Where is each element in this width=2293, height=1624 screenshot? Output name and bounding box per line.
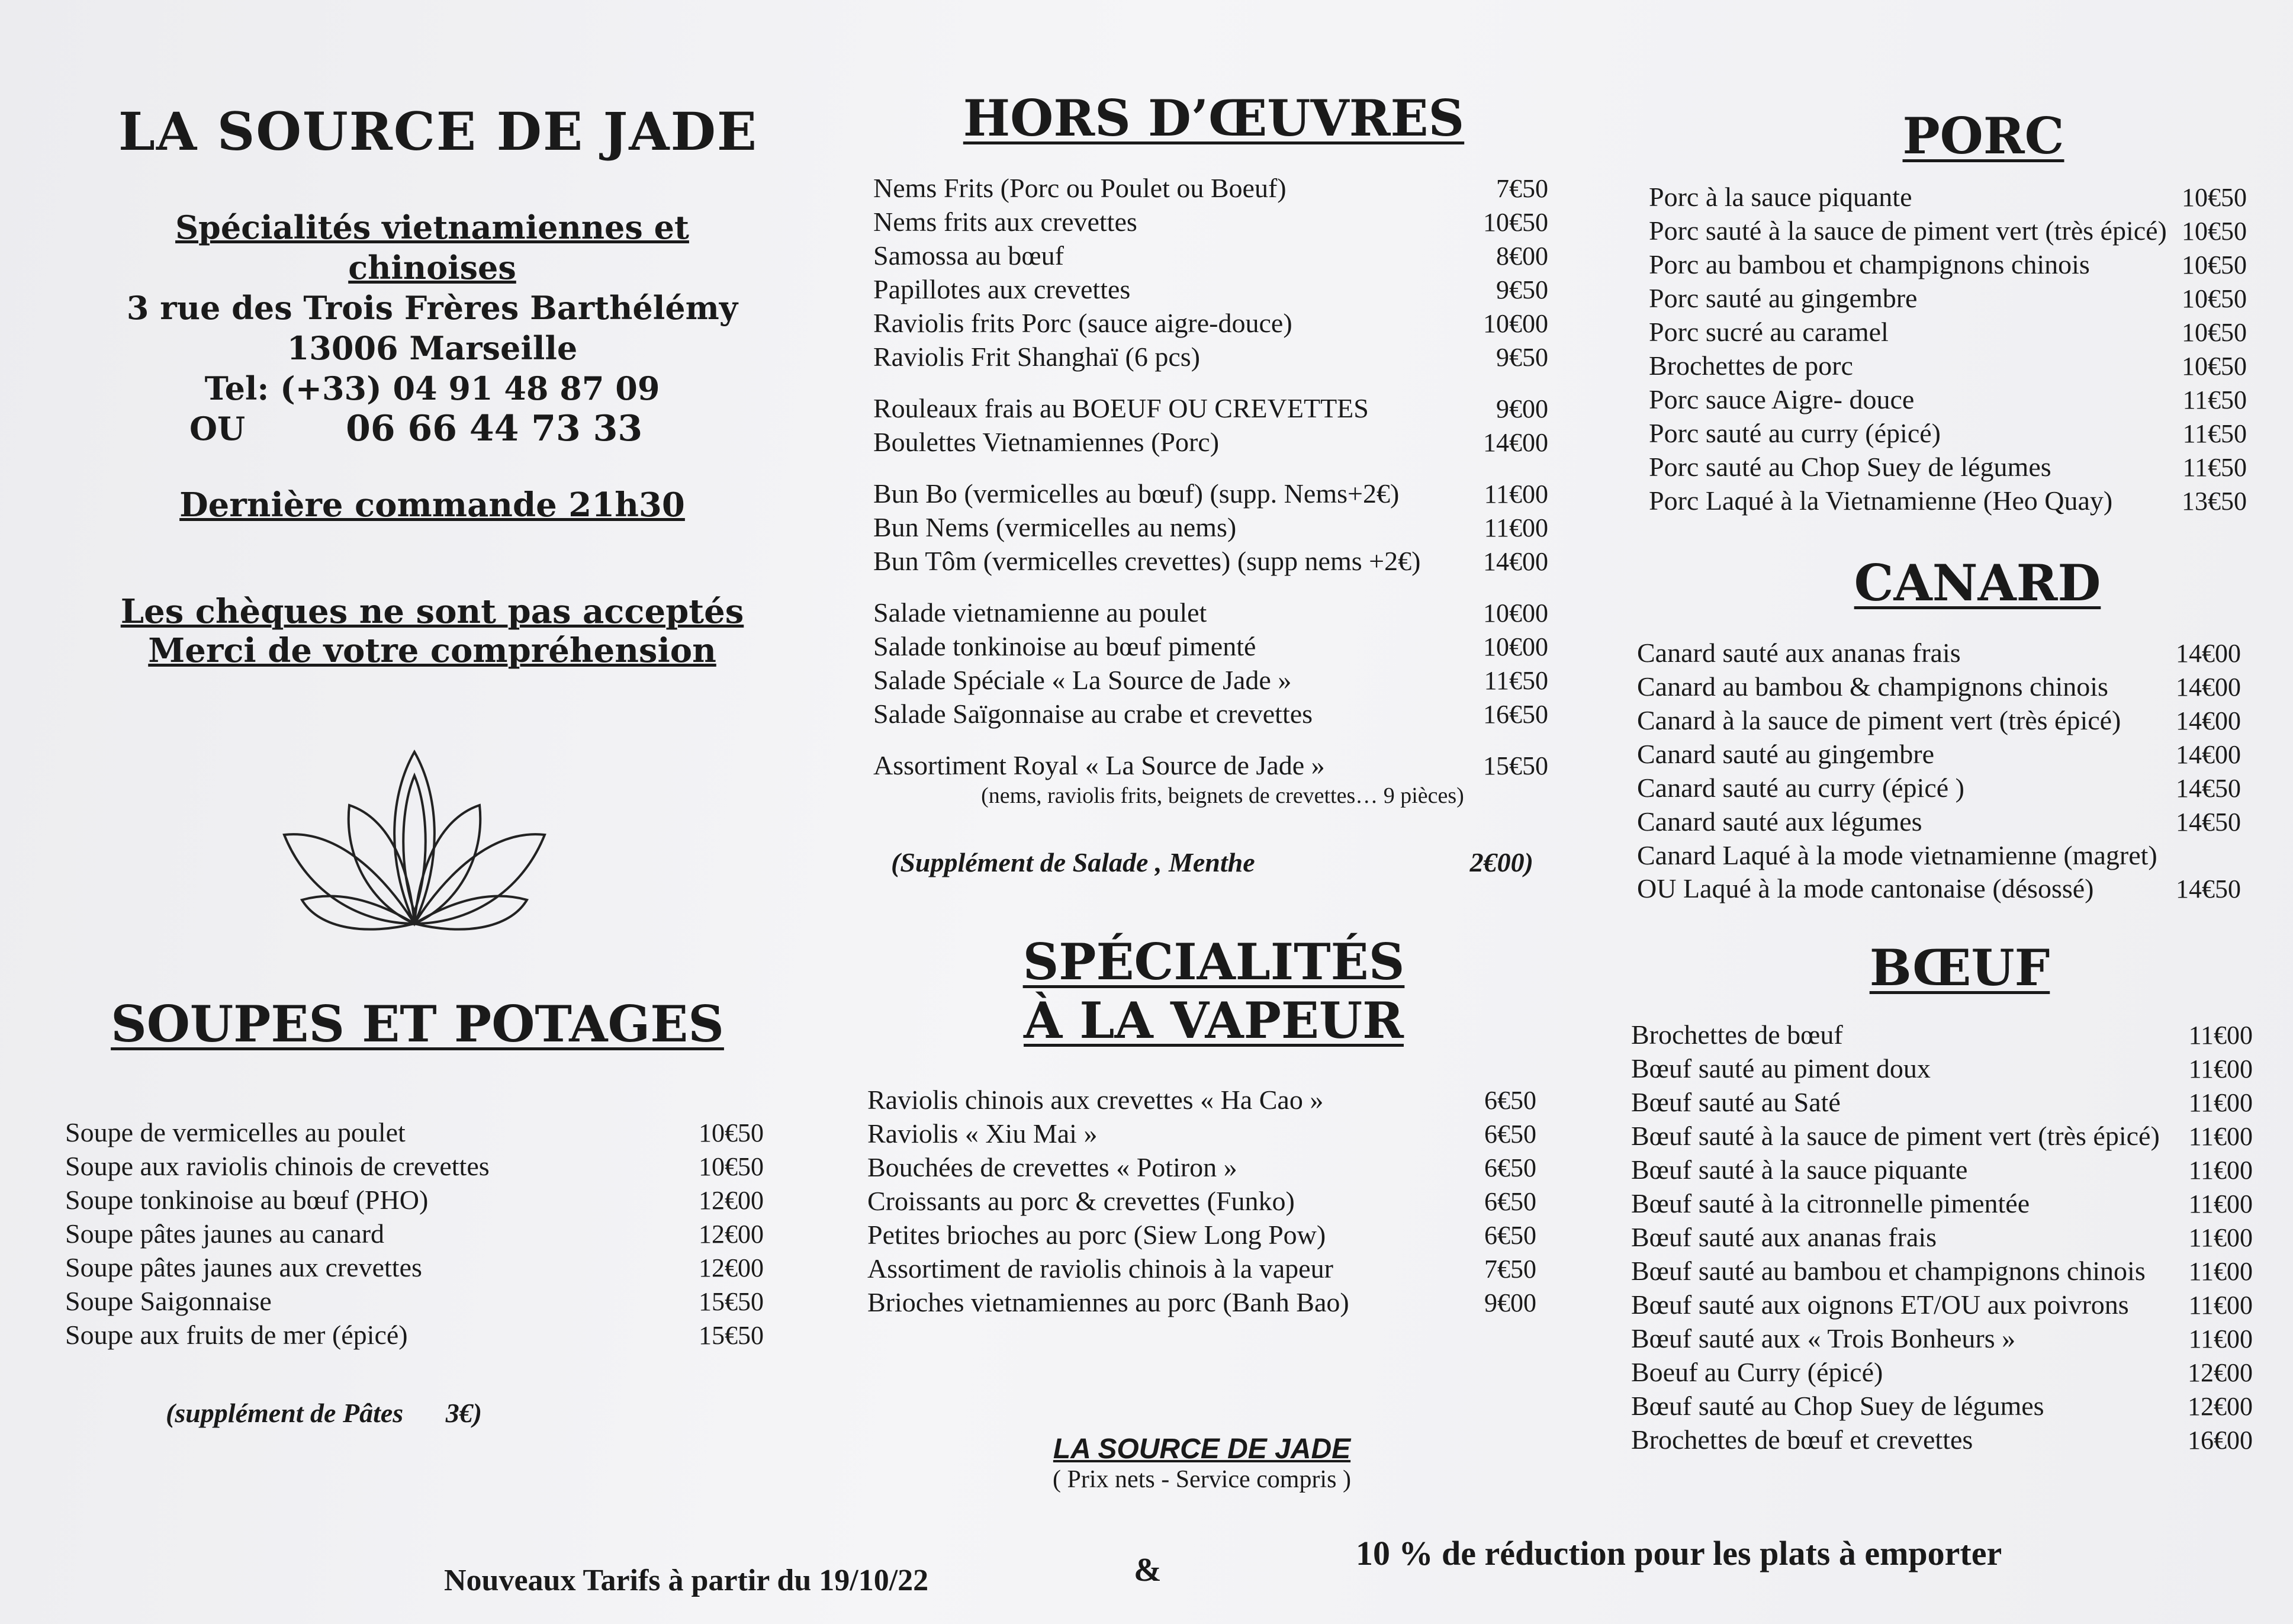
menu-item-price: 7€50: [1496, 174, 1548, 203]
contact-block: [83, 207, 782, 449]
menu-item-name: Porc sauté au curry (épicé): [1649, 418, 1941, 448]
menu-item-price: 6€50: [1484, 1120, 1536, 1149]
section-title-vapeur: [947, 932, 1480, 1050]
menu-item-name: Nems frits aux crevettes: [873, 207, 1137, 237]
menu-item-price: 14€00: [2176, 639, 2241, 668]
menu-item-name: Rouleaux frais au BOEUF OU CREVETTES: [873, 393, 1369, 423]
menu-item-price: 10€50: [1483, 208, 1548, 237]
menu-item-price: 10€00: [1483, 632, 1548, 661]
menu-item-name: Raviolis Frit Shanghaï (6 pcs): [873, 342, 1200, 372]
section-title-boeuf: BŒUF: [1869, 938, 2050, 997]
supplement-price: 3€): [445, 1398, 483, 1428]
menu-item-name: Porc sauté au gingembre: [1649, 283, 1918, 313]
menu-item-name: Bœuf sauté aux ananas frais: [1631, 1222, 1937, 1252]
menu-item-price: 11€50: [2182, 419, 2247, 448]
menu-item-name: Soupe Saigonnaise: [65, 1286, 272, 1316]
menu-item-name: Soupe aux raviolis chinois de crevettes: [65, 1151, 490, 1181]
menu-item-price: 11€50: [2182, 385, 2247, 414]
menu-item-name: Assortiment Royal « La Source de Jade »: [873, 750, 1325, 780]
menu-item-name: Boulettes Vietnamiennes (Porc): [873, 427, 1220, 457]
menu-item-name: Nems Frits (Porc ou Poulet ou Boeuf): [873, 173, 1287, 203]
menu-item-name: Bun Bo (vermicelles au bœuf) (supp. Nems+2€): [873, 478, 1400, 509]
menu-item-name: Canard au bambou & champignons chinois: [1637, 671, 2108, 702]
menu-item-price: 11€00: [2188, 1054, 2253, 1083]
menu-item-name: Bœuf sauté au bambou et champignons chinois: [1631, 1256, 2146, 1286]
menu-item-name: Bun Tôm (vermicelles crevettes) (supp nems +2€): [873, 546, 1421, 576]
address-line2: 13006 Marseille: [287, 329, 578, 367]
menu-item-price: 9€00: [1496, 394, 1548, 423]
menu-item-price: 11€00: [2188, 1088, 2253, 1117]
footer-brand-block: [965, 1433, 1439, 1494]
section-title-hors-doeuvres: HORS D’ŒUVRES: [963, 89, 1465, 147]
menu-item-name: Porc sauté à la sauce de piment vert (très épicé): [1649, 216, 2167, 246]
soupes-list: [65, 1116, 764, 1352]
phone-alt: 06 66 44 73 33: [346, 408, 643, 449]
supplement-text: (Supplément de Salade , Menthe: [891, 847, 1255, 877]
menu-item-price: 10€50: [2182, 250, 2247, 279]
menu-item-price: 13€50: [2182, 487, 2247, 516]
menu-item-name: Salade tonkinoise au bœuf pimenté: [873, 631, 1256, 661]
menu-item-price: 14€50: [2176, 774, 2241, 803]
canard-list: [1637, 636, 2241, 906]
menu-item-price: 12€00: [2188, 1358, 2253, 1387]
menu-item-price: 10€50: [699, 1118, 764, 1147]
reduction-emporter: 10 % de réduction pour les plats à emporter: [1356, 1534, 2002, 1572]
menu-item-name: Canard sauté aux légumes: [1637, 806, 1922, 837]
menu-item-name: Porc sucré au caramel: [1649, 317, 1889, 347]
menu-item-price: 12€00: [2188, 1392, 2253, 1421]
menu-item-name: Croissants au porc & crevettes (Funko): [867, 1186, 1295, 1216]
menu-item-price: 11€00: [2188, 1021, 2253, 1050]
prix-nets: ( Prix nets - Service compris ): [1053, 1466, 1351, 1493]
menu-item-price: 11€00: [1484, 480, 1548, 509]
menu-item-price: 11€00: [1484, 513, 1548, 542]
menu-item-price: 10€50: [699, 1152, 764, 1181]
section-title-canard: CANARD: [1854, 554, 2101, 612]
menu-item-price: 11€00: [2188, 1257, 2253, 1286]
menu-item-price: 6€50: [1484, 1086, 1536, 1115]
menu-item-name: Bœuf sauté à la sauce piquante: [1631, 1155, 1968, 1185]
menu-item-name: Raviolis « Xiu Mai »: [867, 1118, 1098, 1149]
menu-item-name: Bœuf sauté à la sauce de piment vert (très épicé): [1631, 1121, 2160, 1151]
menu-item-price: 14€00: [1483, 428, 1548, 457]
footer-brand: LA SOURCE DE JADE: [1053, 1433, 1351, 1465]
section-title-porc: PORC: [1902, 107, 2064, 165]
menu-item-name: Bouchées de crevettes « Potiron »: [867, 1152, 1237, 1182]
cheques-line1: Les chèques ne sont pas acceptés: [120, 592, 744, 631]
boeuf-list: [1631, 1018, 2253, 1457]
menu-item-price: 16€00: [2188, 1426, 2253, 1455]
phone-or-label: OU: [189, 410, 246, 448]
menu-item-name: Brochettes de bœuf: [1631, 1020, 1843, 1050]
menu-item-name: Bœuf sauté aux « Trois Bonheurs »: [1631, 1323, 2016, 1353]
menu-item-name: Boeuf au Curry (épicé): [1631, 1357, 1883, 1387]
menu-item-price: 11€00: [2188, 1324, 2253, 1353]
menu-item-price: 7€50: [1484, 1255, 1536, 1284]
menu-item-price: 16€50: [1483, 700, 1548, 729]
menu-item-price: 14€00: [2176, 740, 2241, 769]
menu-item-name: Papillotes aux crevettes: [873, 274, 1131, 304]
phone-main: Tel: (+33) 04 91 48 87 09: [204, 369, 660, 407]
menu-item-price: 9€00: [1484, 1288, 1536, 1317]
menu-item-name: Canard Laqué à la mode vietnamienne (magret): [1637, 840, 2157, 870]
section-title-soupes: SOUPES ET POTAGES: [111, 995, 724, 1053]
menu-item-price: 14€50: [2176, 874, 2241, 903]
supplement-price: 2€00): [1469, 847, 1533, 877]
menu-item-price: 11€50: [1484, 666, 1548, 695]
menu-item-price: 10€50: [2182, 183, 2247, 212]
supplement-text: (supplément de Pâtes: [166, 1398, 404, 1428]
menu-item-price: 8€00: [1496, 242, 1548, 271]
menu-item-name: Soupe aux fruits de mer (épicé): [65, 1320, 408, 1350]
menu-item-name: Bœuf sauté au Saté: [1631, 1087, 1841, 1117]
menu-item-price: 6€50: [1484, 1187, 1536, 1216]
menu-item-price: 14€00: [2176, 706, 2241, 735]
menu-item-name: Porc sauce Aigre- douce: [1649, 384, 1915, 414]
hors-doeuvres-list: [873, 172, 1548, 809]
menu-item-name: OU Laqué à la mode cantonaise (désossé): [1637, 873, 2094, 903]
menu-item-name: Canard à la sauce de piment vert (très épicé): [1637, 705, 2121, 735]
cheques-line2: Merci de votre compréhension: [148, 631, 716, 670]
menu-item-name: Samossa au bœuf: [873, 240, 1064, 271]
menu-item-price: 10€00: [1483, 599, 1548, 628]
menu-item-name: Canard sauté au gingembre: [1637, 739, 1934, 769]
menu-item-name: Salade Saïgonnaise au crabe et crevettes: [873, 699, 1313, 729]
menu-item-name: Brochettes de porc: [1649, 350, 1853, 381]
menu-item-price: 12€00: [699, 1253, 764, 1282]
vapeur-title-line1: SPÉCIALITÉS: [1022, 932, 1405, 991]
menu-item-price: 14€50: [2176, 808, 2241, 837]
assortiment-detail: (nems, raviolis frits, beignets de crevettes… 9 pièces): [981, 783, 1464, 808]
ampersand: &: [1134, 1552, 1162, 1588]
menu-item-name: Soupe tonkinoise au bœuf (PHO): [65, 1185, 429, 1215]
menu-item-name: Soupe de vermicelles au poulet: [65, 1117, 406, 1147]
menu-item-price: 11€00: [2188, 1291, 2253, 1320]
menu-item-name: Raviolis frits Porc (sauce aigre-douce): [873, 308, 1292, 338]
menu-item-price: 10€00: [1483, 309, 1548, 338]
menu-item-price: 6€50: [1484, 1153, 1536, 1182]
last-order-notice: Dernière commande 21h30: [179, 485, 685, 525]
menu-item-price: 11€00: [2188, 1189, 2253, 1218]
menu-item-name: Bun Nems (vermicelles au nems): [873, 512, 1237, 542]
restaurant-name: LA SOURCE DE JADE: [118, 101, 758, 162]
menu-item-price: 15€50: [699, 1287, 764, 1316]
menu-item-price: 6€50: [1484, 1221, 1536, 1250]
lotus-flower-icon: [272, 740, 557, 941]
menu-item-name: Porc à la sauce piquante: [1649, 182, 1912, 212]
menu-item-price: 12€00: [699, 1220, 764, 1249]
menu-item-price: 11€00: [2188, 1122, 2253, 1151]
nouveaux-tarifs: Nouveaux Tarifs à partir du 19/10/22: [444, 1564, 929, 1597]
menu-item-price: 11€00: [2188, 1223, 2253, 1252]
menu-item-price: 14€00: [1483, 547, 1548, 576]
menu-item-name: Assortiment de raviolis chinois à la vapeur: [867, 1253, 1333, 1284]
vapeur-list: [867, 1083, 1536, 1320]
menu-item-price: 9€50: [1496, 343, 1548, 372]
menu-item-name: Salade Spéciale « La Source de Jade »: [873, 665, 1292, 695]
menu-item-price: 10€50: [2182, 217, 2247, 246]
menu-item-name: Brioches vietnamiennes au porc (Banh Bao): [867, 1287, 1349, 1317]
menu-item-name: Bœuf sauté au Chop Suey de légumes: [1631, 1391, 2044, 1421]
menu-item-price: 15€50: [699, 1321, 764, 1350]
menu-item-name: Petites brioches au porc (Siew Long Pow): [867, 1220, 1326, 1250]
menu-item-name: Brochettes de bœuf et crevettes: [1631, 1424, 1973, 1455]
menu-item-name: Salade vietnamienne au poulet: [873, 597, 1207, 628]
menu-item-price: 10€50: [2182, 318, 2247, 347]
menu-item-name: Soupe pâtes jaunes aux crevettes: [65, 1252, 422, 1282]
menu-item-price: 12€00: [699, 1186, 764, 1215]
menu-item-name: Porc au bambou et champignons chinois: [1649, 249, 2090, 279]
menu-item-name: Bœuf sauté à la citronnelle pimentée: [1631, 1188, 2030, 1218]
specialties-text: Spécialités vietnamiennes et chinoises: [175, 208, 689, 287]
menu-item-price: 15€50: [1483, 751, 1548, 780]
vapeur-title-line2: À LA VAPEUR: [1024, 991, 1404, 1050]
hors-doeuvres-supplement: [891, 847, 1533, 878]
porc-list: [1649, 181, 2247, 518]
menu-item-price: 9€50: [1496, 275, 1548, 304]
menu-item-name: Porc Laqué à la Vietnamienne (Heo Quay): [1649, 485, 2113, 516]
menu-item-name: Bœuf sauté au piment doux: [1631, 1053, 1931, 1083]
menu-item-price: 14€00: [2176, 673, 2241, 702]
address-line1: 3 rue des Trois Frères Barthélémy: [126, 289, 738, 327]
menu-item-name: Canard sauté au curry (épicé ): [1637, 773, 1964, 803]
menu-item-name: Canard sauté aux ananas frais: [1637, 638, 1961, 668]
soupes-supplement: [166, 1397, 482, 1429]
cheques-notice: [83, 592, 782, 670]
phone-alt-row: [83, 409, 782, 449]
menu-item-price: 10€50: [2182, 284, 2247, 313]
menu-item-name: Porc sauté au Chop Suey de légumes: [1649, 452, 2051, 482]
menu-item-price: 10€50: [2182, 352, 2247, 381]
menu-item-price: 11€00: [2188, 1156, 2253, 1185]
menu-item-name: Soupe pâtes jaunes au canard: [65, 1218, 385, 1249]
menu-item-price: 11€50: [2182, 453, 2247, 482]
menu-item-name: Raviolis chinois aux crevettes « Ha Cao »: [867, 1085, 1324, 1115]
menu-item-name: Bœuf sauté aux oignons ET/OU aux poivrons: [1631, 1289, 2129, 1320]
